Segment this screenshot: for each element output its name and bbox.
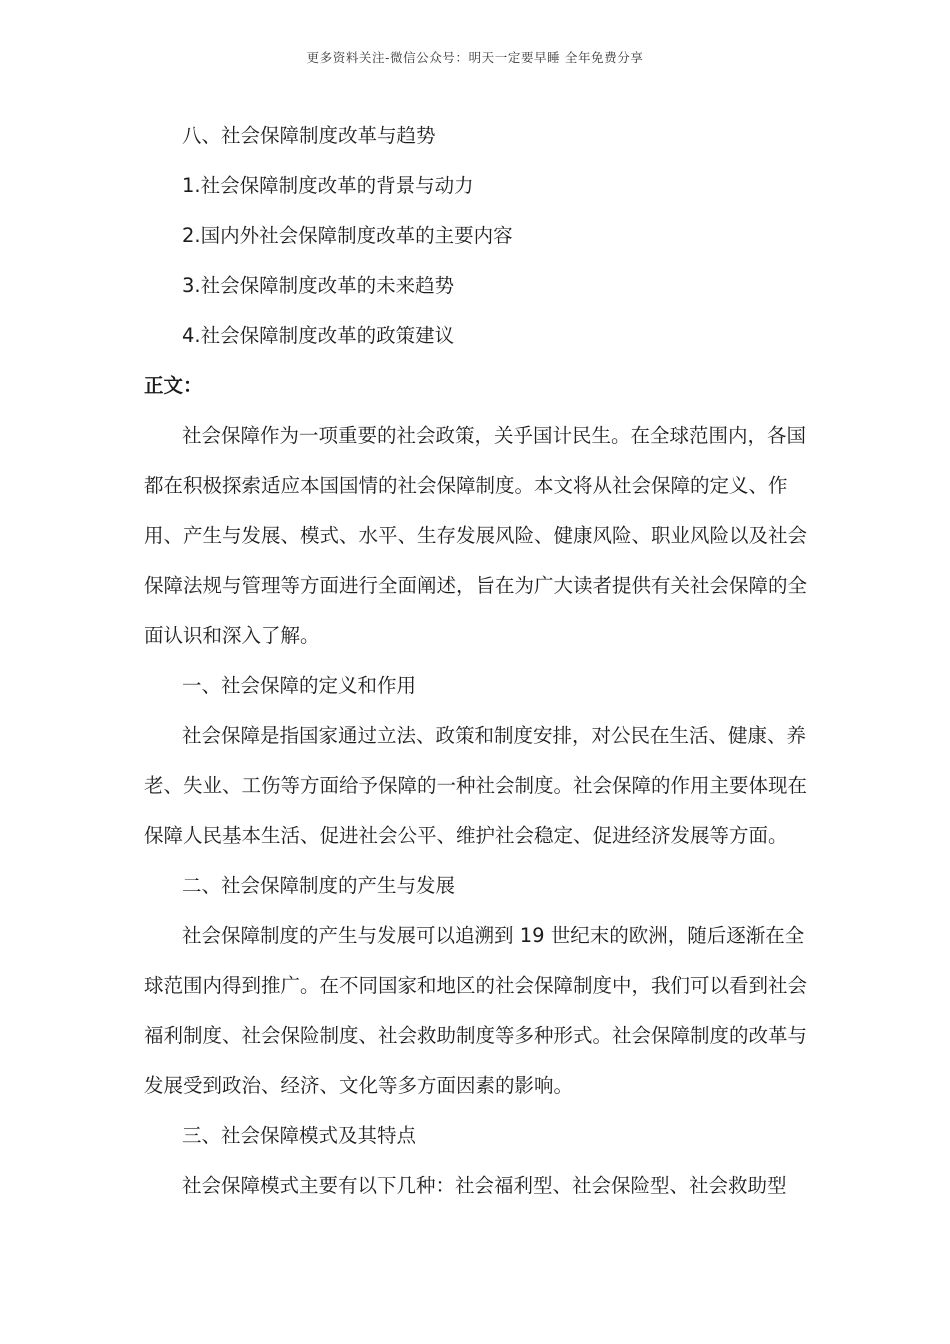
outline-item: 4.社会保障制度改革的政策建议 (182, 324, 455, 347)
section-heading: 二、社会保障制度的产生与发展 (182, 874, 456, 897)
paragraph-line: 社会保障模式主要有以下几种：社会福利型、社会保险型、社会救助型 (182, 1174, 787, 1197)
paragraph-line: 保障法规与管理等方面进行全面阐述，旨在为广大读者提供有关社会保障的全 (144, 574, 808, 597)
outline-item: 1.社会保障制度改革的背景与动力 (182, 174, 474, 197)
paragraph-line: 都在积极探索适应本国国情的社会保障制度。本文将从社会保障的定义、作 (144, 474, 788, 497)
paragraph-line: 保障人民基本生活、促进社会公平、维护社会稳定、促进经济发展等方面。 (144, 824, 788, 847)
body-label: 正文： (144, 374, 203, 397)
paragraph-line: 社会保障作为一项重要的社会政策，关乎国计民生。在全球范围内，各国 (182, 424, 807, 447)
section-heading: 一、社会保障的定义和作用 (182, 674, 417, 697)
section-heading: 三、社会保障模式及其特点 (182, 1124, 417, 1147)
paragraph-line: 发展受到政治、经济、文化等多方面因素的影响。 (144, 1074, 574, 1097)
paragraph-line: 面认识和深入了解。 (144, 624, 320, 647)
outline-item: 3.社会保障制度改革的未来趋势 (182, 274, 455, 297)
paragraph-line: 社会保障是指国家通过立法、政策和制度安排，对公民在生活、健康、养 (182, 724, 807, 747)
paragraph-line: 老、失业、工伤等方面给予保障的一种社会制度。社会保障的作用主要体现在 (144, 774, 808, 797)
paragraph-line: 社会保障制度的产生与发展可以追溯到 19 世纪末的欧洲，随后逐渐在全 (182, 924, 805, 947)
paragraph-line: 用、产生与发展、模式、水平、生存发展风险、健康风险、职业风险以及社会 (144, 524, 808, 547)
page-header: 更多资料关注-微信公众号：明天一定要早睡 全年免费分享 (306, 50, 644, 65)
paragraph-line: 球范围内得到推广。在不同国家和地区的社会保障制度中，我们可以看到社会 (144, 974, 808, 997)
outline-section-title: 八、社会保障制度改革与趋势 (182, 124, 436, 147)
outline-item: 2.国内外社会保障制度改革的主要内容 (182, 224, 513, 247)
paragraph-line: 福利制度、社会保险制度、社会救助制度等多种形式。社会保障制度的改革与 (144, 1024, 808, 1047)
